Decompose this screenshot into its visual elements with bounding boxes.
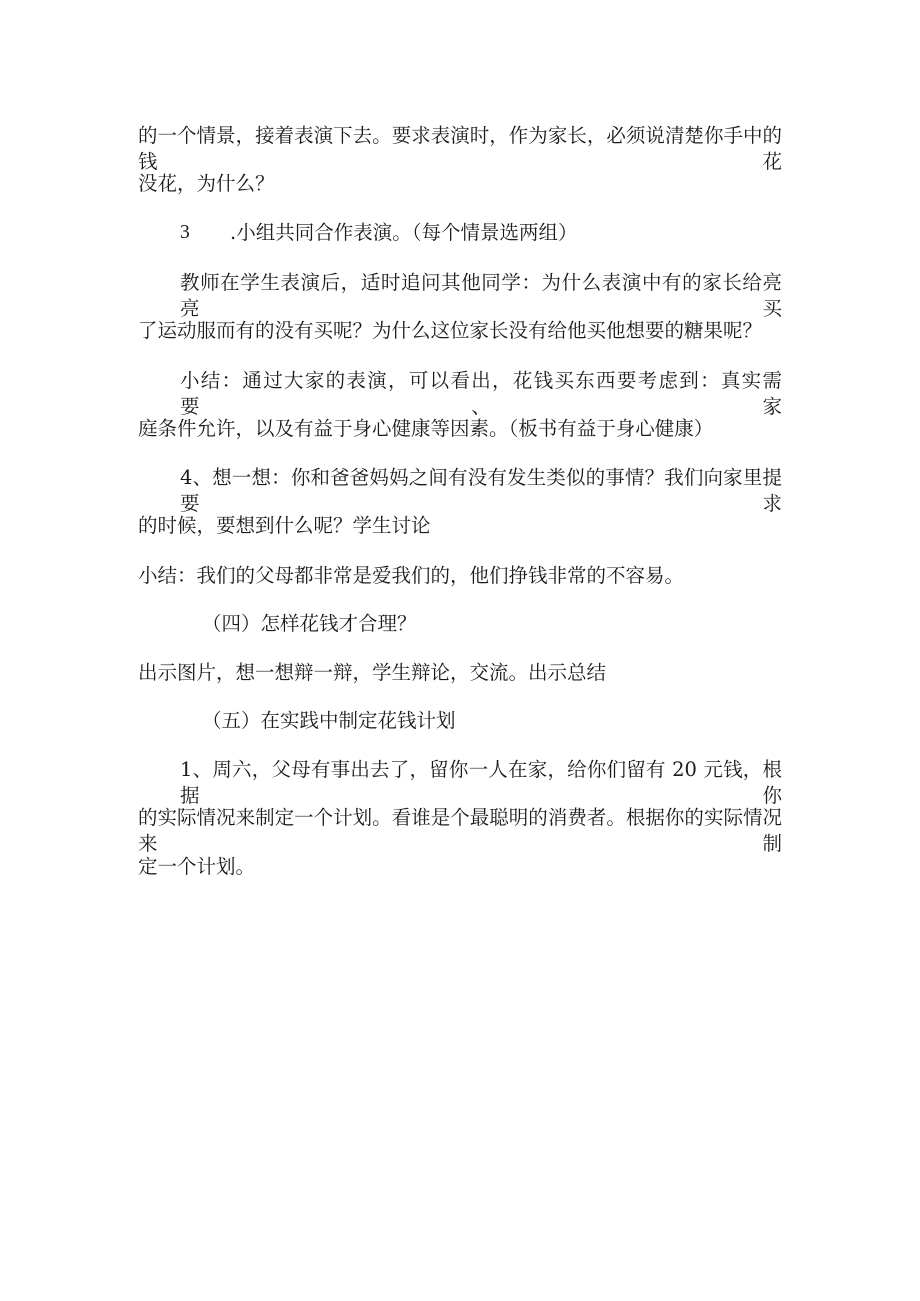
section-heading: （五）在实践中制定花钱计划 [202,709,456,732]
paragraph-line: 定一个计划。 [138,855,256,878]
list-number: 3 [180,222,190,243]
paragraph-line: 的时候，要想到什么呢？学生讨论 [138,514,431,537]
paragraph-line: 小结：通过大家的表演，可以看出，花钱买东西要考虑到：真实需要、家 [180,369,782,418]
paragraph-line: 4、想一想：你和爸爸妈妈之间有没有发生类似的事情？我们向家里提要求 [180,466,782,515]
paragraph-line: 教师在学生表演后，适时追问其他同学：为什么表演中有的家长给亮亮买 [180,271,782,320]
paragraph-line: .小组共同合作表演。（每个情景选两组） [230,221,578,244]
paragraph-line: 庭条件允许，以及有益于身心健康等因素。（板书有益于身心健康） [138,417,714,440]
paragraph-line: 1、周六，父母有事出去了，留你一人在家，给你们留有 20 元钱，根据你 [180,758,782,807]
paragraph-line: 的实际情况来制定一个计划。看谁是个最聪明的消费者。根据你的实际情况来制 [138,806,782,855]
paragraph-line: 了运动服而有的没有买呢？为什么这位家长没有给他买他想要的糖果呢？ [138,319,763,342]
paragraph-line: 的一个情景，接着表演下去。要求表演时，作为家长，必须说清楚你手中的钱花 [138,124,782,173]
paragraph-line: 出示图片，想一想辩一辩，学生辩论，交流。出示总结 [138,661,607,684]
paragraph-line: 小结：我们的父母都非常是爱我们的，他们挣钱非常的不容易。 [138,564,685,587]
section-heading: （四）怎样花钱才合理？ [202,612,417,635]
paragraph-line: 没花，为什么？ [138,172,275,195]
